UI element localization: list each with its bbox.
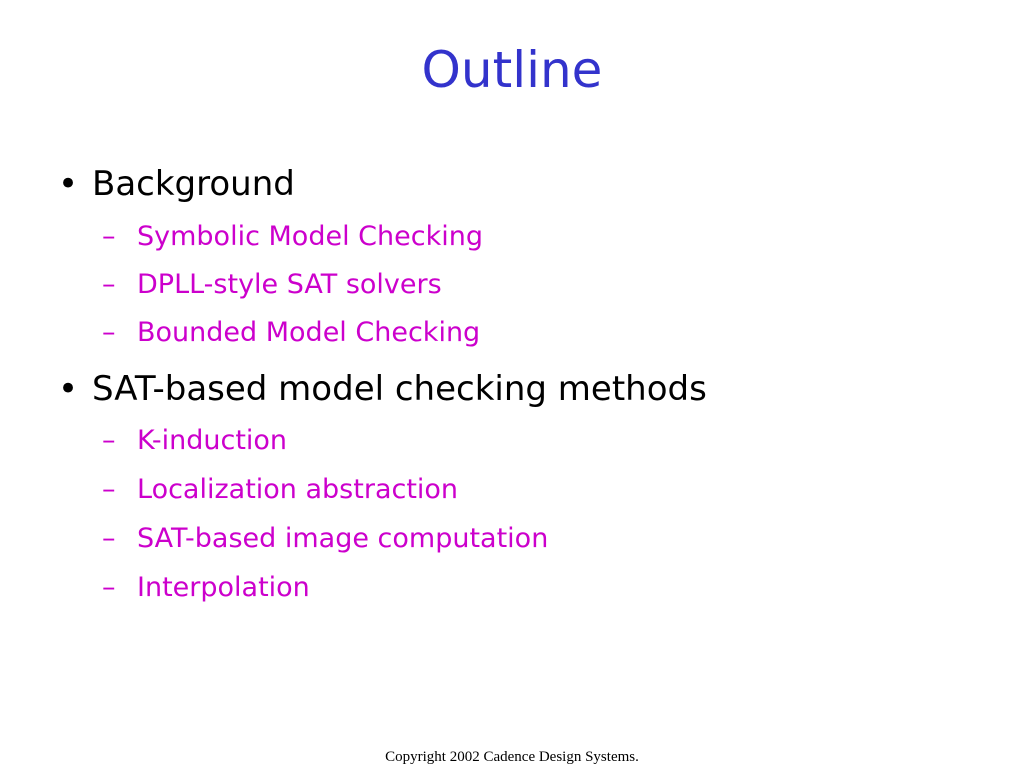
sub-bullet-marker: – bbox=[102, 221, 116, 252]
sub-bullet-marker: – bbox=[102, 474, 116, 505]
sub-bullet-label: Symbolic Model Checking bbox=[137, 221, 483, 252]
sub-bullet-label: Interpolation bbox=[137, 572, 310, 603]
copyright-footer: Copyright 2002 Cadence Design Systems. bbox=[385, 749, 639, 765]
bullet-marker: • bbox=[58, 369, 79, 409]
bullet-label: Background bbox=[92, 164, 295, 204]
sub-bullet-label: SAT-based image computation bbox=[137, 523, 549, 554]
sub-bullet-marker: – bbox=[102, 572, 116, 603]
sub-bullet-label: Bounded Model Checking bbox=[137, 317, 481, 348]
sub-bullet-label: Localization abstraction bbox=[137, 474, 459, 505]
sub-bullet-label: K-induction bbox=[137, 425, 288, 456]
sub-bullet-marker: – bbox=[102, 269, 116, 300]
sub-bullet-marker: – bbox=[102, 523, 116, 554]
bullet-label: SAT-based model checking methods bbox=[92, 369, 707, 409]
sub-bullet-marker: – bbox=[102, 317, 116, 348]
sub-bullet-label: DPLL-style SAT solvers bbox=[137, 269, 442, 300]
bullet-marker: • bbox=[58, 164, 79, 204]
sub-bullet-marker: – bbox=[102, 425, 116, 456]
slide-title: Outline bbox=[421, 41, 603, 99]
